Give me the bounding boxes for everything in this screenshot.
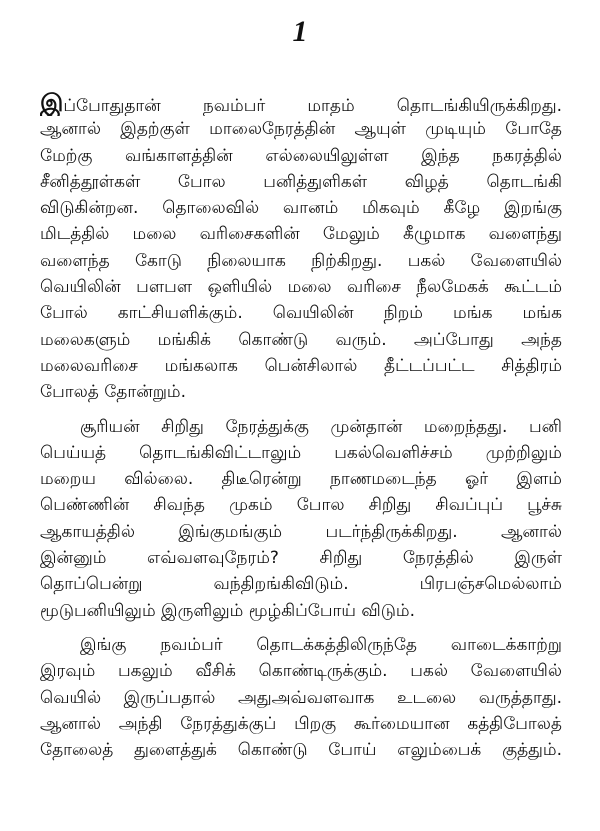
text-line: தொப்பென்று வந்திறங்கிவிடும். பிரபஞ்சமெல்லாம் xyxy=(40,574,562,595)
text-line: சீனித்தூள்கள் போல பனித்துளிகள் விழத் தொடங்கி xyxy=(40,171,562,192)
text-line: மேற்கு வங்காளத்தின் எல்லையிலுள்ள இந்த நகரத்தில் xyxy=(40,145,562,166)
text-line: ஆனால் அந்தி நேரத்துக்குப் பிறகு கூர்மையான கத்திபோலத் xyxy=(40,713,562,734)
text-line: இங்கு நவம்பர் தொடக்கத்திலிருந்தே வாடைக்காற்று xyxy=(80,634,562,655)
paragraph-3 xyxy=(40,632,562,763)
text-line: மூடுபனியிலும் இருளிலும் மூழ்கிப்போய் விடும். xyxy=(40,600,415,621)
text-line: வளைந்த கோடு நிலையாக நிற்கிறது. பகல் வேளையில் xyxy=(40,250,562,271)
text-line: மிடத்தில் மலை வரிசைகளின் மேலும் கீழுமாக வளைந்து xyxy=(40,224,562,245)
text-line: போலத் தோன்றும். xyxy=(40,382,186,403)
text-line: வெயிலின் பளபள ஒளியில் மலை வரிசை நீலமேகக் கூட்டம் xyxy=(40,277,562,298)
text-line: மலைவரிசை மங்கலாக பென்சிலால் தீட்டப்பட்ட சித்திரம் xyxy=(40,355,562,376)
chapter-body xyxy=(40,90,562,771)
text-line: ஆகாயத்தில் இங்குமங்கும் படர்ந்திருக்கிறது. ஆனால் xyxy=(40,521,562,542)
text-line: தோலைத் துளைத்துக் கொண்டு போய் எலும்பைக் குத்தும். xyxy=(40,740,562,761)
text-line: மலைகளும் மங்கிக் கொண்டு வரும். அப்போது அந்த xyxy=(40,329,562,350)
text-line: இன்னும் எவ்வளவுநேரம்? சிறிது நேரத்தில் இருள் xyxy=(40,548,562,569)
text-line: வெயில் இருப்பதால் அதுஅவ்வளவாக உடலை வருத்தாது. xyxy=(40,687,562,708)
text-line: விடுகின்றன. தொலைவில் வானம் மிகவும் கீழே இறங்கு xyxy=(40,198,562,219)
text-line: போல் காட்சியளிக்கும். வெயிலின் நிறம் மங்க மங்க xyxy=(40,303,562,324)
text-line: மறைய வில்லை. திடீரென்று நாணமடைந்த ஓர் இளம் xyxy=(40,469,562,490)
text-line: ஆனால் இதற்குள் மாலைநேரத்தின் ஆயுள் முடியும் போதே xyxy=(40,119,562,140)
text-line: பெண்ணின் சிவந்த முகம் போல சிறிது சிவப்புப் பூச்சு xyxy=(40,495,562,516)
chapter-number: 1 xyxy=(292,15,308,48)
text-line: இப்போதுதான் நவம்பர் மாதம் தொடங்கியிருக்கிறது. xyxy=(40,90,562,117)
paragraph-1 xyxy=(40,90,562,406)
text-line: சூரியன் சிறிது நேரத்துக்கு முன்தான் மறைந்தது. பனி xyxy=(80,416,562,437)
paragraph-2 xyxy=(40,414,562,624)
text-line: பெய்யத் தொடங்கிவிட்டாலும் பகல்வெளிச்சம் முற்றிலும் xyxy=(40,442,562,463)
text-line: இரவும் பகலும் வீசிக் கொண்டிருக்கும். பகல் வேளையில் xyxy=(40,661,562,682)
